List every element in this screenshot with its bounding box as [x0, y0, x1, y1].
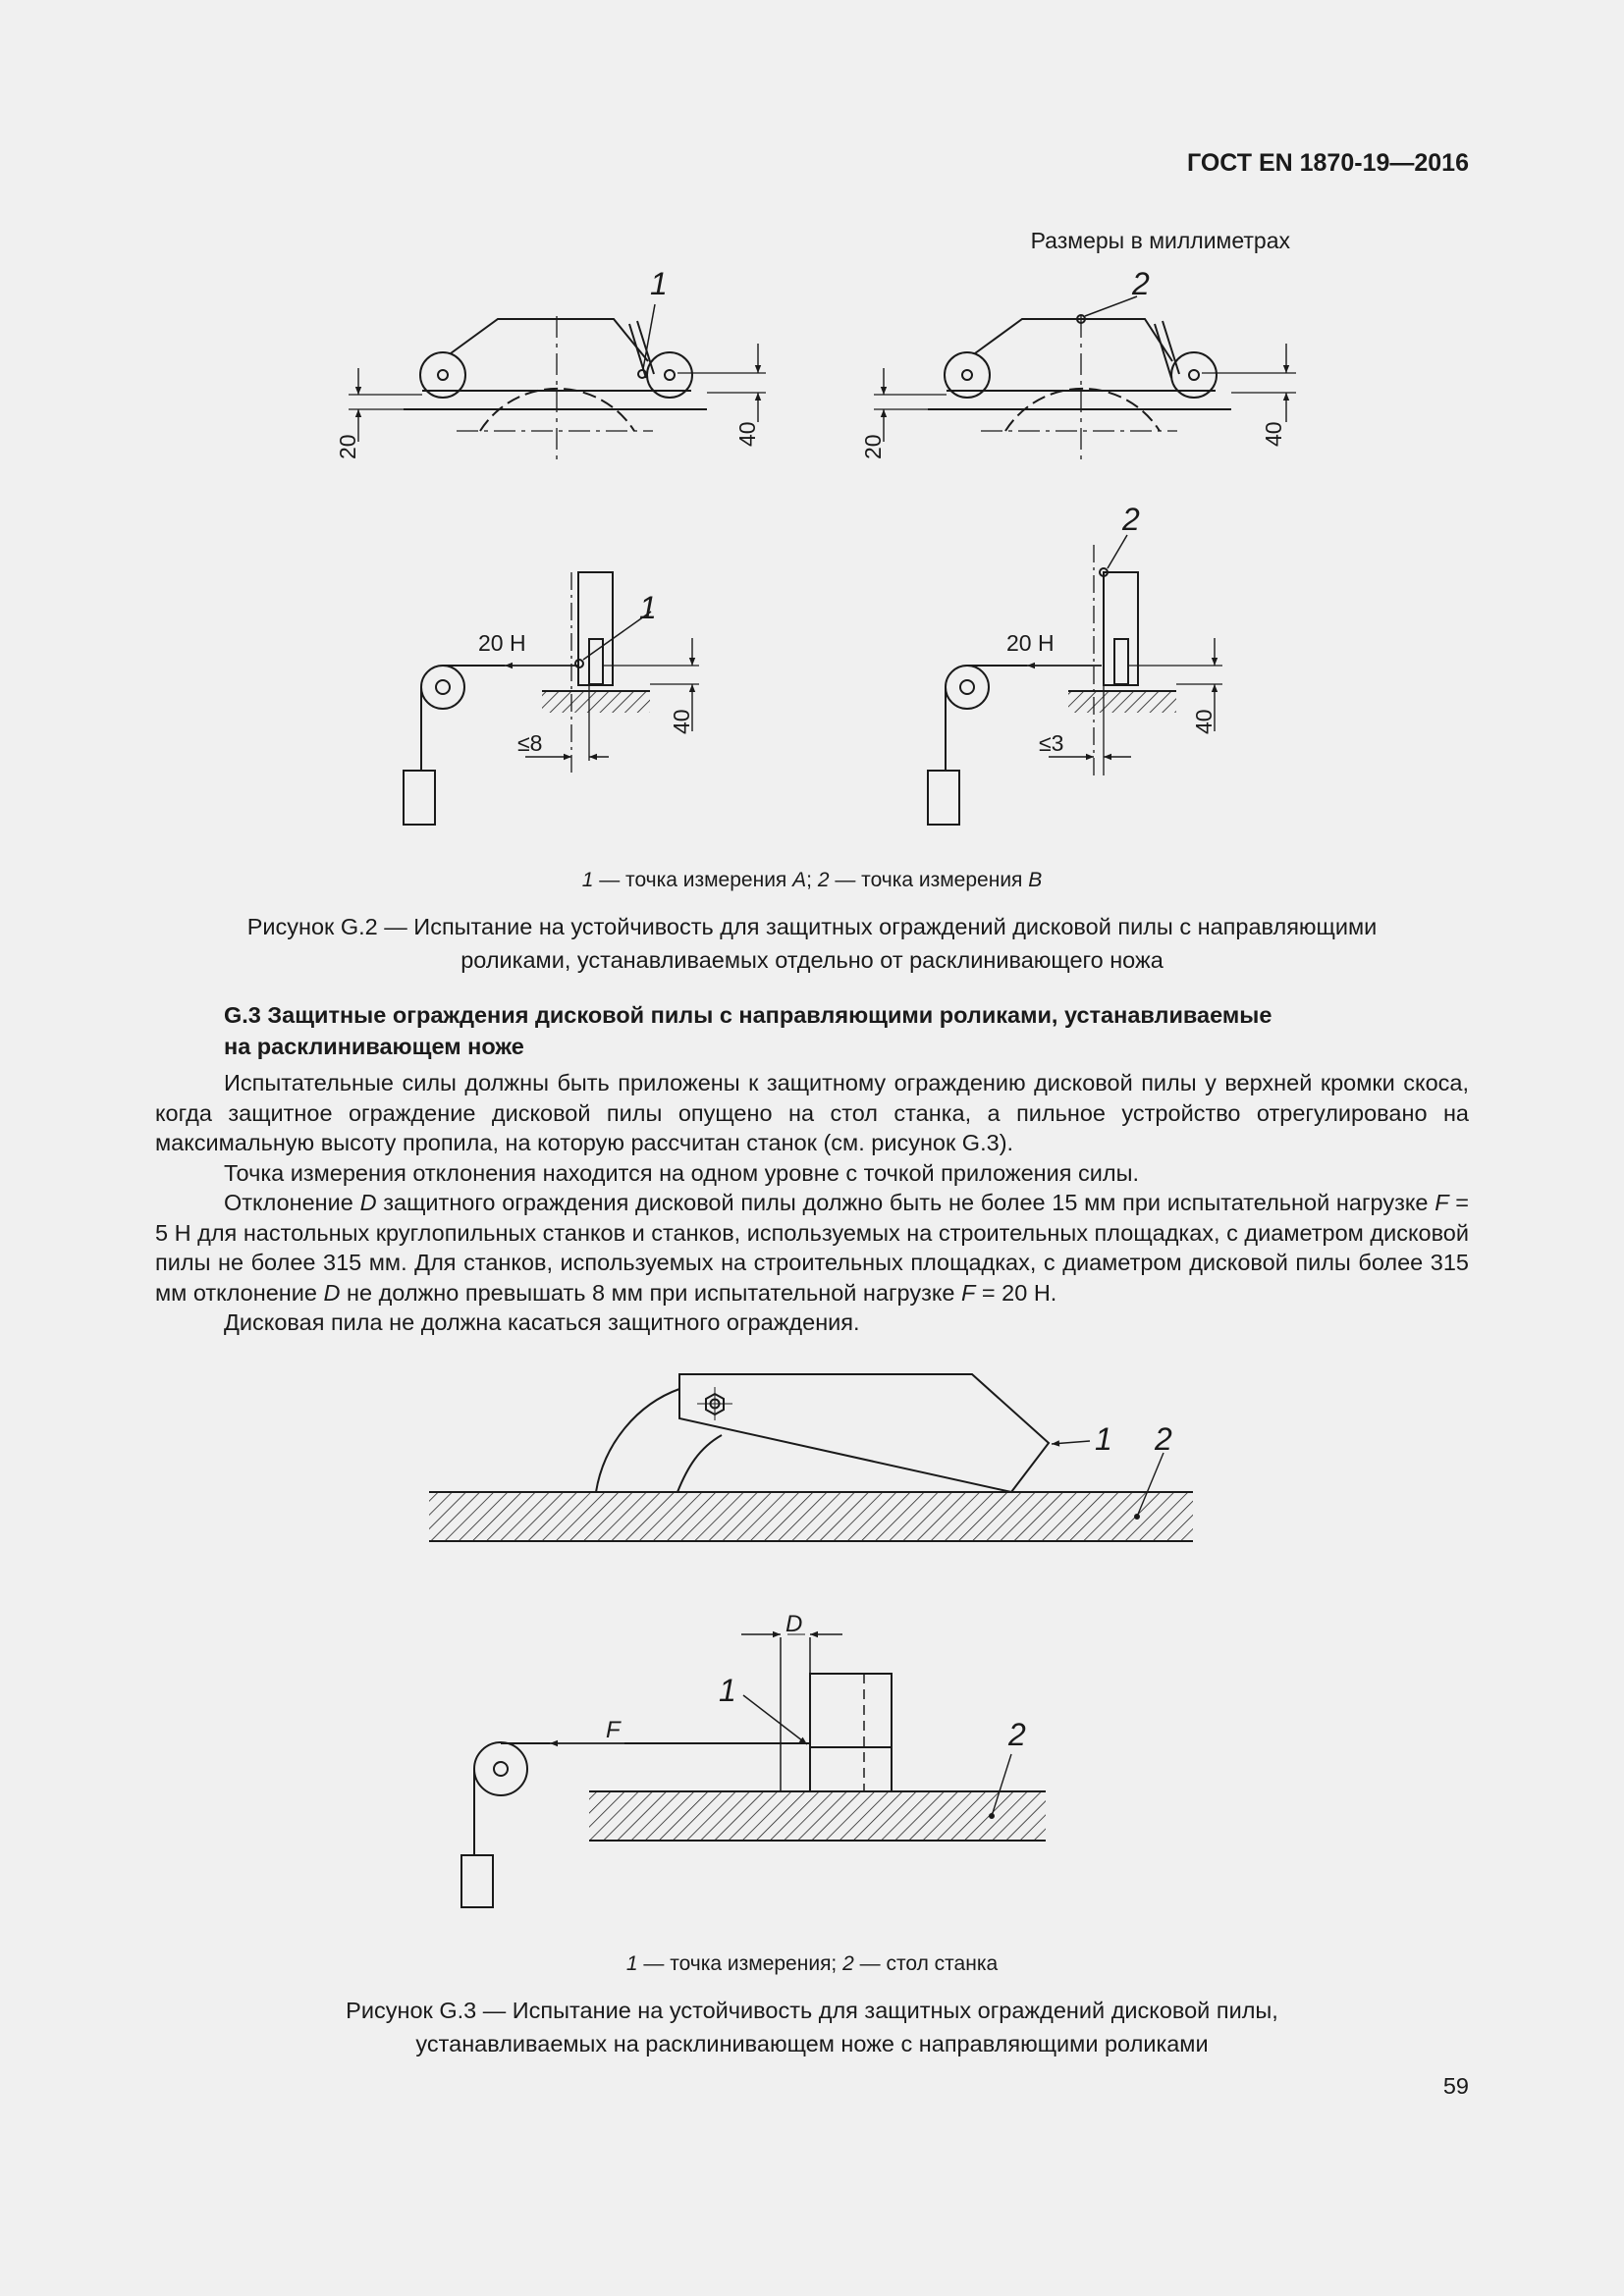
figure-g3-legend: 1 — точка измерения; 2 — стол станка — [625, 1952, 999, 1975]
force-20n-left: 20 Н — [478, 630, 526, 656]
figure-g2-caption: Рисунок G.2 — Испытание на устойчивость для защитных ограждений дисковой пилы с направляющими роликами, устанавливаемых отдельно от расклинивающего ножа — [246, 914, 1378, 973]
g3-label-1-bottom: 1 — [719, 1673, 736, 1708]
g2-label-2-top: 2 — [1132, 266, 1150, 301]
g3-label-1-top: 1 — [1095, 1421, 1112, 1457]
figure-g3-caption: Рисунок G.3 — Испытание на устойчивость для защитных ограждений дисковой пилы, устанавливаемых на расклинивающем ноже с направляющими роликами — [346, 1998, 1278, 2056]
dim-20-left: 20 — [335, 434, 360, 459]
g3-label-f: F — [606, 1717, 621, 1743]
body-text — [155, 1068, 1469, 1338]
g2-label-2-bottom: 2 — [1122, 502, 1140, 537]
dim-le8: ≤8 — [517, 730, 543, 756]
dim-40-bottom-left: 40 — [669, 709, 694, 734]
dim-le3: ≤3 — [1039, 730, 1064, 756]
paragraph-4: Дисковая пила не должна касаться защитного ограждения. — [224, 1309, 860, 1335]
dim-40-left: 40 — [734, 421, 760, 447]
dim-20-right: 20 — [860, 434, 886, 459]
figure-g2-legend: 1 — точка измерения А; 2 — точка измерения В — [581, 869, 1043, 891]
guard-on-riving-knife — [429, 1374, 1193, 1541]
g3-label-d: D — [785, 1611, 803, 1637]
units-note: Размеры в миллиметрах — [1030, 228, 1290, 253]
paragraph-3: Отклонение D защитного ограждения дисковой пилы должно быть не более 15 мм при испытательной нагрузке F = 5 Н для настольных круглопильных станков и станков, используемых на строительных площадках, с диаметром дисковой пилы не более 315 мм. Для станков, используемых на строительных площадках, с диаметром дисковой пилы более 315 мм отклонение D не должно превышать 8 мм при испытательной нагрузке F = 20 Н. — [155, 1190, 1469, 1306]
g2-label-1-top: 1 — [650, 266, 668, 301]
deflection-test-setup — [461, 1634, 1046, 1907]
guard-top-right — [874, 296, 1296, 461]
dim-40-right: 40 — [1261, 421, 1286, 447]
guard-top-left — [349, 304, 766, 461]
page-number: 59 — [1442, 2073, 1469, 2099]
figure-g3 — [0, 1355, 1624, 1944]
force-20n-right: 20 Н — [1006, 630, 1055, 656]
g2-label-1-bottom: 1 — [639, 590, 657, 625]
g3-label-2-bottom: 2 — [1008, 1717, 1026, 1752]
test-setup-right — [928, 535, 1222, 825]
figure-g2 — [0, 0, 1624, 864]
standard-header: ГОСТ EN 1870-19—2016 — [1187, 149, 1469, 177]
dim-40-bottom-right: 40 — [1191, 709, 1217, 734]
section-g3-heading: G.3 Защитные ограждения дисковой пилы с направляющими роликами, устанавливаемые на расклинивающем ноже — [224, 1002, 1272, 1059]
g3-label-2-top: 2 — [1155, 1421, 1172, 1457]
paragraph-1: Испытательные силы должны быть приложены к защитному ограждению дисковой пилы у верхней кромки скоса, когда защитное ограждение дисковой пилы опущено на стол станка, а пильное устройство отрегулировано на максимальную высоту пропила, на которую рассчитан станок (см. рисунок G.3). — [155, 1070, 1469, 1155]
paragraph-2: Точка измерения отклонения находится на одном уровне с точкой приложения силы. — [224, 1159, 1140, 1186]
